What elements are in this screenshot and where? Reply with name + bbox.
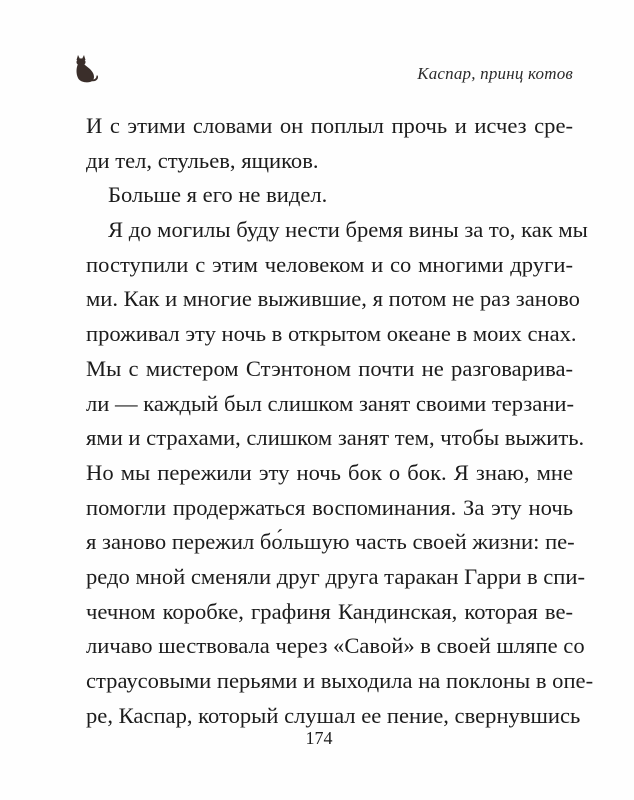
text-line: помогли продержаться воспоминания. За эту ночь <box>86 494 573 520</box>
text-line: ми. Как и многие выжившие, я потом не раз заново <box>86 286 580 312</box>
text-line: ли — каждый был слишком занят своими терзани- <box>86 390 575 416</box>
text-line: я заново пережил бо́льшую часть своей жизни: пе- <box>86 529 575 555</box>
text-line: поступили с этим человеком и со многими други- <box>86 251 573 277</box>
text-line: ди тел, стульев, ящиков. <box>86 147 319 173</box>
text-line: проживал эту ночь в открытом океане в моих снах. <box>86 321 577 347</box>
text-line: Мы с мистером Стэнтоном почти не разговарива- <box>86 355 573 381</box>
body-text <box>86 109 594 733</box>
text-line: Я до могилы буду нести бремя вины за то, как мы <box>108 217 588 243</box>
text-line: чечном коробке, графиня Кандинская, которая ве- <box>86 598 573 624</box>
text-line: личаво шествовала через «Савой» в своей шляпе со <box>86 633 585 659</box>
text-line: редо мной сменяли друг друга таракан Гарри в спи- <box>86 563 586 589</box>
running-head-title: Каспар, принц котов <box>417 64 573 83</box>
text-line: Больше я его не видел. <box>108 182 328 208</box>
text-line: Но мы пережили эту ночь бок о бок. Я знаю, мне <box>86 459 573 485</box>
text-line: И с этими словами он поплыл прочь и исчез сре- <box>86 113 573 138</box>
text-line: страусовыми перьями и выходила на поклоны в опе- <box>86 668 594 693</box>
text-line: ре, Каспар, который слушал ее пение, свернувшись <box>86 702 581 728</box>
page-number: 174 <box>305 728 333 748</box>
text-line: ями и страхами, слишком занят тем, чтобы выжить. <box>86 425 585 451</box>
